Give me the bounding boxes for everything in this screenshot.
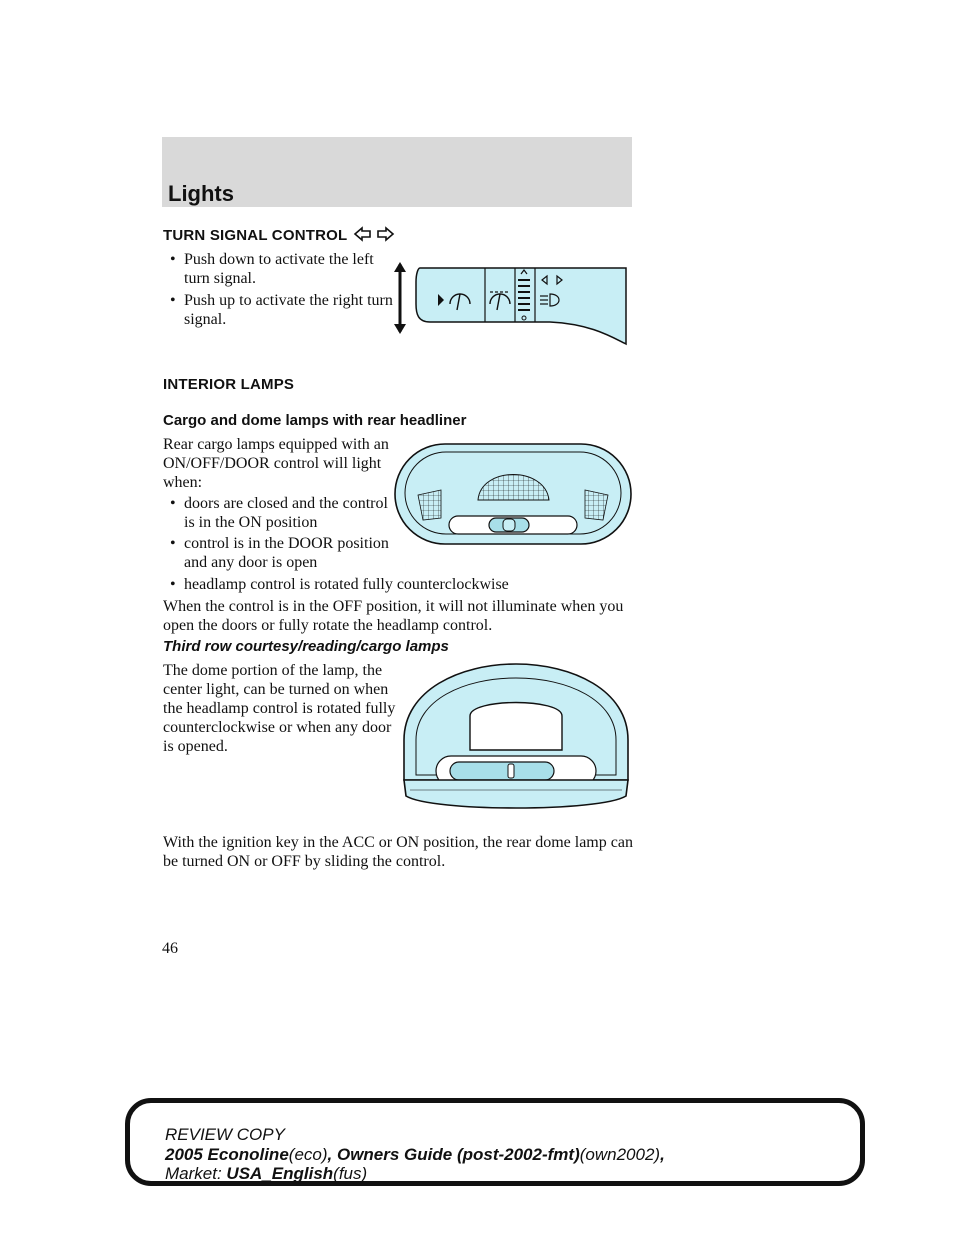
separator: , (327, 1145, 337, 1164)
footer-market-line (165, 1164, 367, 1184)
interior-lamps-heading: INTERIOR LAMPS (163, 376, 295, 393)
page-number: 46 (162, 940, 178, 957)
list-item-text: is in the ON position (184, 514, 318, 531)
list-item-text: control is in the DOOR position (184, 535, 389, 552)
paragraph-line: be turned ON or OFF by sliding the control. (163, 853, 446, 870)
market-label: Market: (165, 1164, 222, 1183)
paragraph-line: center light, can be turned on when (163, 681, 389, 698)
separator: , (660, 1145, 665, 1164)
model-name: 2005 Econoline (165, 1145, 289, 1164)
paragraph-line: the headlamp control is rotated fully (163, 700, 396, 717)
review-copy-label: REVIEW COPY (165, 1125, 285, 1144)
paragraph (163, 833, 633, 871)
third-row-heading: Third row courtesy/reading/cargo lamps (163, 638, 449, 655)
list-item-text: and any door is open (184, 554, 318, 571)
paragraph-line: counterclockwise or when any door (163, 719, 392, 736)
paragraph-line: Rear cargo lamps equipped with an (163, 436, 389, 453)
turn-signal-arrows-icon (353, 226, 395, 242)
list-item-text: Push up to activate the right turn (184, 292, 393, 309)
paragraph-line: ON/OFF/DOOR control will light (163, 455, 382, 472)
third-row-lamp-illustration (400, 660, 632, 820)
turn-signal-heading (163, 226, 395, 244)
cargo-dome-subheading: Cargo and dome lamps with rear headliner (163, 412, 467, 429)
market-name: USA_English (226, 1164, 334, 1183)
list-item-text: Push down to activate the left (184, 251, 374, 268)
list-item-text: doors are closed and the control (184, 495, 388, 512)
paragraph (163, 597, 633, 635)
paragraph-line: is opened. (163, 738, 228, 755)
list-item-text: headlamp control is rotated fully counterclockwise (184, 576, 509, 593)
paragraph-line: The dome portion of the lamp, the (163, 662, 383, 679)
footer-model-line (165, 1145, 665, 1165)
paragraph (163, 661, 395, 756)
list-item-text: signal. (184, 311, 227, 328)
paragraph-line: When the control is in the OFF position, it will not illuminate when you (163, 598, 624, 615)
paragraph-line: when: (163, 474, 203, 491)
paragraph-line: With the ignition key in the ACC or ON position, the rear dome lamp can (163, 834, 633, 851)
paragraph-line: open the doors or fully rotate the headlamp control. (163, 617, 493, 634)
section-title: Lights (168, 181, 234, 206)
cargo-dome-lamp-illustration (393, 440, 633, 550)
turn-signal-stalk-illustration (390, 258, 632, 348)
guide-name: Owners Guide (post-2002-fmt) (336, 1145, 580, 1164)
model-code: (eco) (288, 1145, 328, 1164)
paragraph (163, 435, 389, 492)
guide-code: (own2002) (579, 1145, 661, 1164)
list-item-text: turn signal. (184, 270, 256, 287)
market-code: (fus) (333, 1164, 368, 1183)
turn-signal-heading-text: TURN SIGNAL CONTROL (163, 227, 348, 244)
